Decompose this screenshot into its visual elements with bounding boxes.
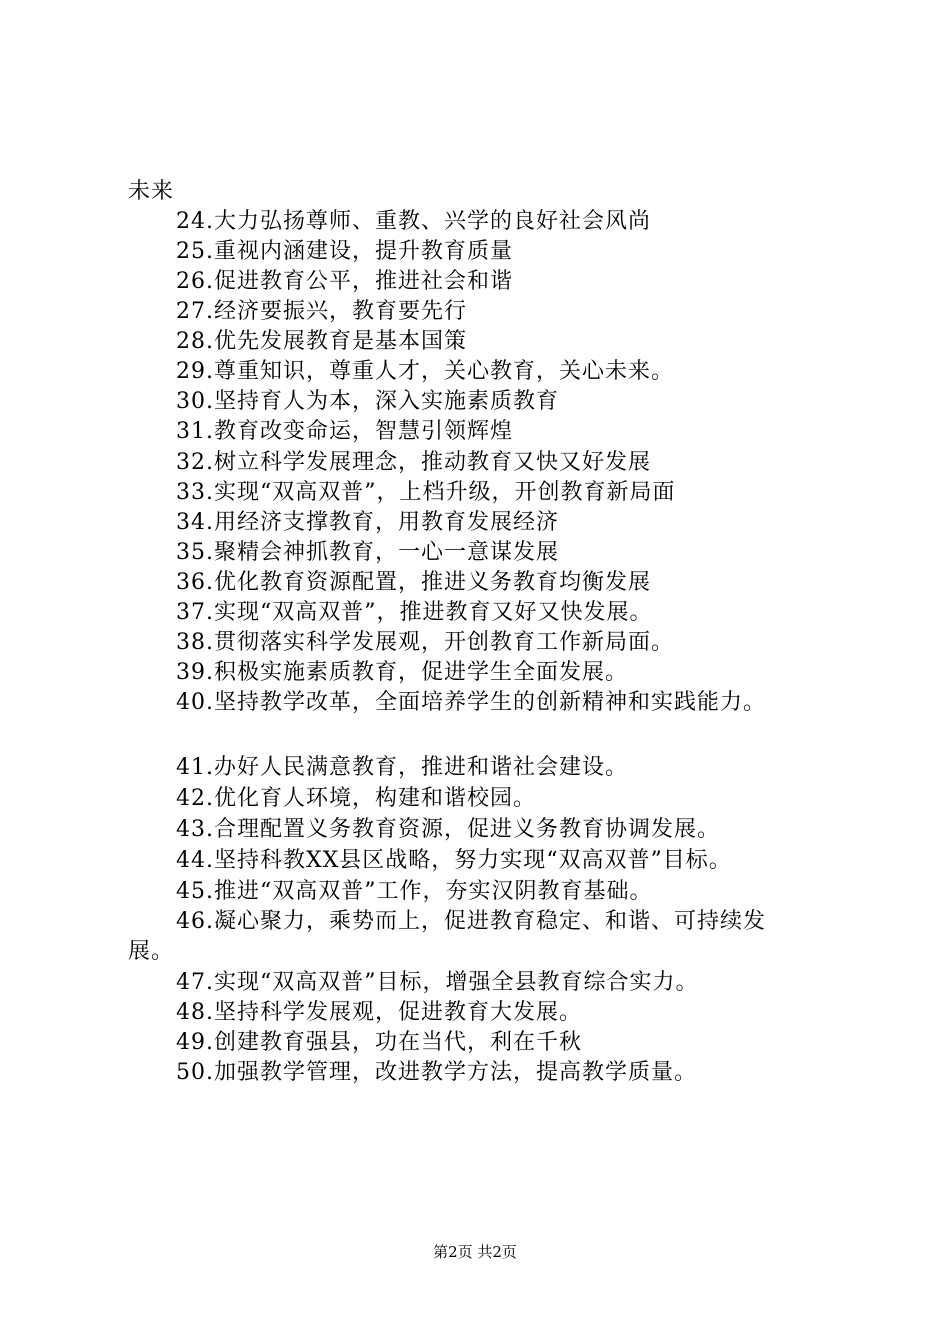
list-item: 32.树立科学发展理念，推动教育又快又好发展 [176,450,651,475]
list-item: 39.积极实施素质教育，促进学生全面发展。 [176,660,628,685]
list-item: 44.坚持科教XX县区战略，努力实现“双高双普”目标。 [176,848,732,873]
list-item: 38.贯彻落实科学发展观，开创教育工作新局面。 [176,630,674,655]
list-item: 36.优化教育资源配置，推进义务教育均衡发展 [176,570,651,595]
list-item-wrap: 展。 [128,939,175,964]
list-item: 28.优先发展教育是基本国策 [176,329,467,354]
list-item: 41.办好人民满意教育，推进和谐社会建设。 [176,755,628,780]
list-item: 45.推进“双高双普”工作，夯实汉阴教育基础。 [176,879,653,904]
list-item: 29.尊重知识，尊重人才，关心教育，关心未来。 [176,359,674,384]
list-item: 46.凝心聚力，乘势而上，促进教育稳定、和谐、可持续发 [176,909,766,934]
list-item: 33.实现“双高双普”，上档升级，开创教育新局面 [176,480,676,505]
list-item: 50.加强教学管理，改进教学方法，提高教学质量。 [176,1060,697,1085]
list-item: 42.优化育人环境，构建和谐校园。 [176,786,536,811]
list-item: 35.聚精会神抓教育，一心一意谋发展 [176,540,559,565]
page-footer: 第2页 共2页 [433,1243,517,1261]
list-item: 40.坚持教学改革，全面培养学生的创新精神和实践能力。 [176,690,766,715]
list-item: 25.重视内涵建设，提升教育质量 [176,239,513,264]
list-item: 47.实现“双高双普”目标，增强全县教育综合实力。 [176,970,699,995]
list-item: 31.教育改变命运，智慧引领辉煌 [176,419,513,444]
list-item: 37.实现“双高双普”，推进教育又好又快发展。 [176,600,653,625]
list-item: 49.创建教育强县，功在当代，利在千秋 [176,1030,582,1055]
list-item: 43.合理配置义务教育资源，促进义务教育协调发展。 [176,817,720,842]
list-item: 48.坚持科学发展观，促进教育大发展。 [176,1000,582,1025]
list-item: 34.用经济支撑教育，用教育发展经济 [176,510,559,535]
list-item: 27.经济要振兴，教育要先行 [176,299,467,324]
list-item: 26.促进教育公平，推进社会和谐 [176,269,513,294]
continued-line: 未来 [128,179,175,204]
list-item: 24.大力弘扬尊师、重教、兴学的良好社会风尚 [176,209,651,234]
list-item: 30.坚持育人为本，深入实施素质教育 [176,389,559,414]
